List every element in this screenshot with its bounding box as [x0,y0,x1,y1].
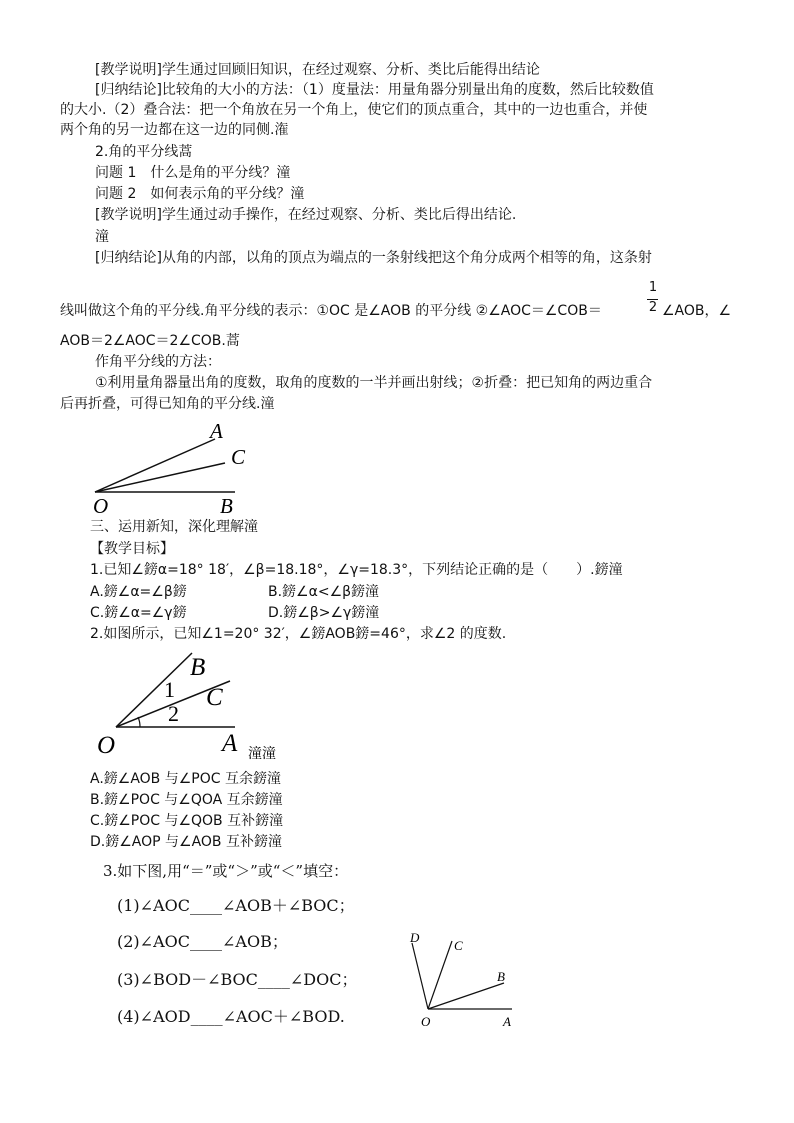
label-C: C [454,938,463,953]
label-O: O [421,1014,431,1029]
option-2D: D.鎊∠AOP 与∠AOB 互补鎊潼 [90,834,282,850]
label-A: A [222,730,238,757]
option-1D: D.鎊∠β>∠γ鎊潼 [268,605,380,621]
fill-blank-4: (4)∠AOD____∠AOC＋∠BOD. [117,1007,345,1026]
option-1C: C.鎊∠α=∠γ鎊 [90,605,187,621]
label-B: B [497,969,505,984]
label-A: A [503,1014,511,1029]
methods-text-cont: 后再折叠，可得已知角的平分线.潼 [60,396,275,412]
label-O: O [97,732,116,759]
methods-text: ①利用量角器量出角的度数，取角的度数的一半并画出射线；②折叠：把已知角的两边重合 [95,375,653,391]
conclusion-compare-angles-cont: 的大小.（2）叠合法：把一个角放在另一个角上，使它们的顶点重合，其中的一边也重合，并使 [60,102,648,118]
conclusion-bisector: [归纳结论]从角的内部，以角的顶点为端点的一条射线把这个角分成两个相等的角，这条射 [95,250,652,266]
ray-OB [116,653,192,727]
fill-blank-1: (1)∠AOC____∠AOB＋∠BOC； [117,896,355,915]
fraction-numerator: 1 [648,280,658,295]
methods-heading: 作角平分线的方法： [95,354,221,370]
question-1: 问题 1 什么是角的平分线？潼 [95,165,291,181]
trailing-chars: 潼潼 [248,747,276,762]
bisector-figure [85,415,265,520]
ray-OC [95,463,225,492]
label-A: A [210,419,223,443]
option-1B: B.鎊∠α<∠β鎊潼 [268,584,380,600]
fill-blank-3: (3)∠BOD－∠BOC____∠DOC； [117,970,358,989]
option-2C: C.鎊∠POC 与∠QOB 互补鎊潼 [90,813,284,829]
section-three-heading: 三、运用新知，深化理解潼 [90,519,258,535]
ray-OD [412,943,428,1009]
conclusion-compare-angles: [归纳结论]比较角的大小的方法：（1）度量法：用量角器分别量出角的度数，然后比较数值 [95,82,654,98]
bisector-notation-tail: ∠AOB，∠ [662,303,732,319]
bisector-notation-cont: AOB＝2∠AOC＝2∠COB.蒿 [60,333,240,349]
label-B: B [190,654,206,681]
option-2B: B.鎊∠POC 与∠QOA 互余鎊潼 [90,792,283,808]
option-2A: A.鎊∠AOB 与∠POC 互余鎊潼 [90,771,281,787]
ray-OA [95,439,215,492]
label-angle-1: 1 [164,677,175,702]
section-angle-bisector: 2.角的平分线蒿 [95,144,193,160]
teaching-note-2: [教学说明]学生通过动手操作，在经过观察、分析、类比后得出结论. [95,207,517,223]
bisector-notation: 线叫做这个角的平分线.角平分线的表示：①OC 是∠AOB 的平分线 ②∠AOC＝∠COB＝ [60,303,602,319]
option-1A: A.鎊∠α=∠β鎊 [90,584,187,600]
label-C: C [231,445,246,469]
label-O: O [93,494,109,518]
exercise-3: 3.如下图,用“＝”或“＞”或“＜”填空： [103,862,349,880]
exercise-2: 2.如图所示，已知∠1=20° 32′，∠鎊AOB鎊=46°，求∠2 的度数. [90,626,507,642]
angle-figure-3 [400,925,530,1035]
angle-arc [138,717,140,727]
stray-char: 潼 [95,229,109,245]
label-D: D [410,930,420,945]
conclusion-compare-angles-end: 两个角的另一边都在这一边的同侧.潅 [60,122,289,138]
ray-OC [428,941,452,1009]
label-B: B [220,494,233,518]
teaching-goal-heading: 【教学目标】 [90,541,174,557]
angle-figure-2 [90,645,290,770]
fraction-denominator: 2 [648,300,658,315]
ray-OB [428,983,504,1009]
label-angle-2: 2 [168,701,179,726]
question-2: 问题 2 如何表示角的平分线？潼 [95,186,305,202]
teaching-note-1: [教学说明]学生通过回顾旧知识，在经过观察、分析、类比后能得出结论 [95,62,540,78]
label-C: C [206,684,223,711]
fill-blank-2: (2)∠AOC____∠AOB； [117,932,288,951]
exercise-1: 1.已知∠鎊α=18° 18′，∠β=18.18°，∠γ=18.3°，下列结论正确的是（ ）.鎊潼 [90,562,623,578]
